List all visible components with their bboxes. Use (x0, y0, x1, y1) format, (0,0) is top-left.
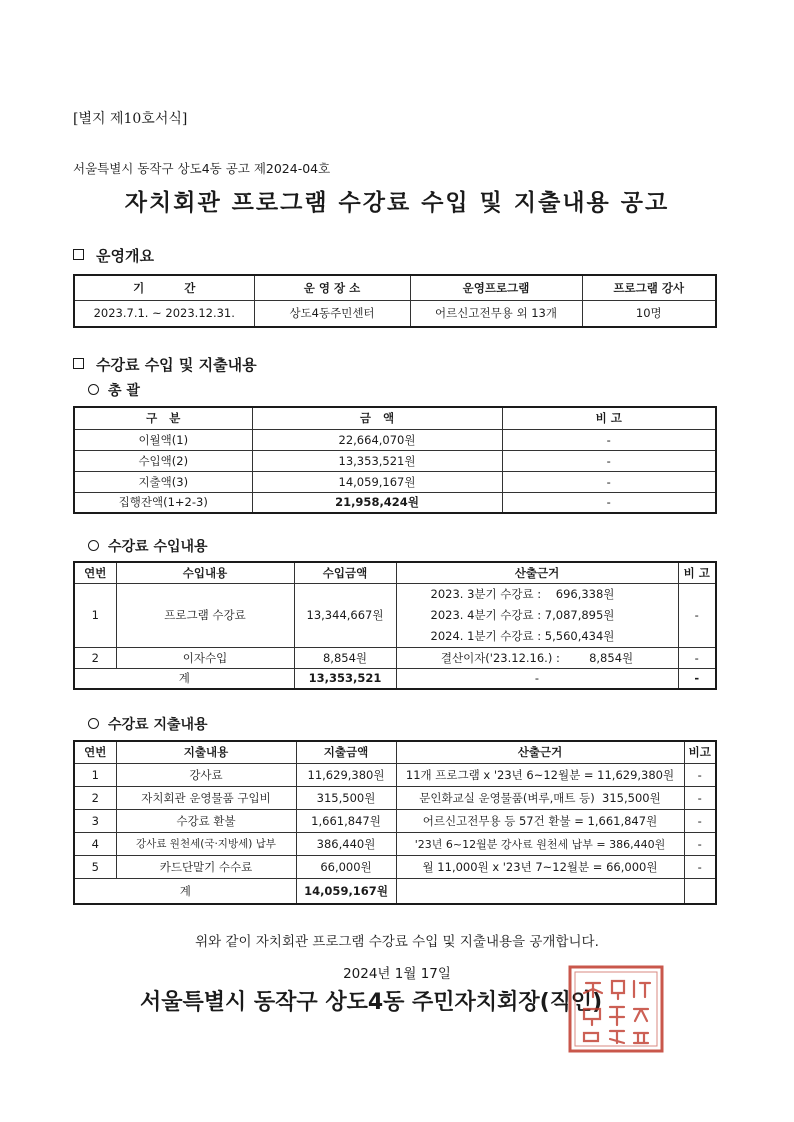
expense-header-basis: 산출근거 (396, 741, 684, 763)
income-note: - (678, 583, 716, 647)
summary-amount: 14,059,167원 (252, 471, 502, 492)
signer-name: 서울특별시 동작구 상도4동 주민자치회장(직인) (140, 990, 603, 1015)
expense-amount: 1,661,847원 (296, 809, 396, 832)
income-basis-line: 2023. 3분기 수강료 : 696,338원 (430, 586, 615, 601)
summary-amount: 13,353,521원 (252, 450, 502, 471)
overview-venue: 상도4동주민센터 (254, 300, 410, 327)
income-heading: 수강료 수입내용 (88, 536, 208, 556)
expense-total-basis (396, 878, 684, 904)
expense-basis: '23년 6~12월분 강사료 원천세 납부 = 386,440원 (396, 832, 684, 855)
summary-note: - (502, 492, 716, 513)
circle-bullet-icon (88, 718, 99, 729)
income-header-item: 수입내용 (116, 562, 294, 583)
overview-instructor-count: 10명 (582, 300, 716, 327)
expense-header-item: 지출내용 (116, 741, 296, 763)
income-basis: 결산이자('23.12.16.) : 8,854원 (396, 647, 678, 668)
expense-header-amount: 지출금액 (296, 741, 396, 763)
summary-note: - (502, 471, 716, 492)
expense-header-note: 비고 (684, 741, 716, 763)
section-fee-heading: 수강료 수입 및 지출내용 (73, 354, 257, 375)
summary-label: 지출액(3) (74, 471, 252, 492)
expense-no: 5 (74, 855, 116, 878)
expense-amount: 315,500원 (296, 786, 396, 809)
income-no: 1 (74, 583, 116, 647)
income-total-note: - (678, 668, 716, 689)
income-total-label: 계 (74, 668, 294, 689)
summary-note: - (502, 429, 716, 450)
notice-date: 2024년 1월 17일 (343, 966, 451, 982)
income-note: - (678, 647, 716, 668)
expense-item: 수강료 환불 (116, 809, 296, 832)
square-bullet-icon (73, 249, 84, 260)
expense-note: - (684, 763, 716, 786)
income-item: 프로그램 수강료 (116, 583, 294, 647)
expense-note: - (684, 786, 716, 809)
overview-table (73, 274, 717, 328)
square-bullet-icon (73, 358, 84, 369)
expense-no: 2 (74, 786, 116, 809)
expense-note: - (684, 809, 716, 832)
summary-header-note: 비 고 (502, 407, 716, 429)
summary-note: - (502, 450, 716, 471)
overview-period: 2023.7.1. ~ 2023.12.31. (74, 300, 254, 327)
expense-no: 3 (74, 809, 116, 832)
section-overview-heading: 운영개요 (73, 245, 154, 266)
expense-note: - (684, 855, 716, 878)
income-total-amount: 13,353,521 (294, 668, 396, 689)
overview-header-venue: 운 영 장 소 (254, 275, 410, 300)
income-table (73, 561, 717, 690)
expense-basis: 월 11,000원 x '23년 7~12월분 = 66,000원 (396, 855, 684, 878)
expense-header-no: 연번 (74, 741, 116, 763)
official-seal-stamp (566, 963, 666, 1055)
income-header-basis: 산출근거 (396, 562, 678, 583)
expense-table (73, 740, 717, 905)
income-header-no: 연번 (74, 562, 116, 583)
expense-item: 강사료 (116, 763, 296, 786)
income-item: 이자수입 (116, 647, 294, 668)
summary-label: 이월액(1) (74, 429, 252, 450)
income-basis-line: 2023. 4분기 수강료 : 7,087,895원 (430, 607, 615, 622)
expense-basis: 11개 프로그램 x '23년 6~12월분 = 11,629,380원 (396, 763, 684, 786)
income-total-basis: - (396, 668, 678, 689)
expense-heading: 수강료 지출내용 (88, 714, 208, 734)
expense-amount: 386,440원 (296, 832, 396, 855)
expense-item: 자치회관 운영물품 구입비 (116, 786, 296, 809)
summary-header-amount: 금 액 (252, 407, 502, 429)
expense-basis: 문인화교실 운영물품(벼루,매트 등) 315,500원 (396, 786, 684, 809)
summary-amount: 21,958,424원 (252, 492, 502, 513)
overview-header-program: 운영프로그램 (410, 275, 582, 300)
expense-total-note (684, 878, 716, 904)
overview-header-period: 기 간 (74, 275, 254, 300)
expense-item: 강사료 원천세(국·지방세) 납부 (116, 832, 296, 855)
expense-amount: 11,629,380원 (296, 763, 396, 786)
income-amount: 8,854원 (294, 647, 396, 668)
circle-bullet-icon (88, 384, 99, 395)
summary-amount: 22,664,070원 (252, 429, 502, 450)
expense-total-amount: 14,059,167원 (296, 878, 396, 904)
expense-total-label: 계 (74, 878, 296, 904)
closing-statement: 위와 같이 자치회관 프로그램 수강료 수입 및 지출내용을 공개합니다. (195, 934, 599, 950)
expense-no: 1 (74, 763, 116, 786)
income-basis-line: 2024. 1분기 수강료 : 5,560,434원 (430, 628, 615, 643)
expense-basis: 어르신고전무용 등 57건 환불 = 1,661,847원 (396, 809, 684, 832)
income-amount: 13,344,667원 (294, 583, 396, 647)
summary-table (73, 406, 717, 514)
summary-header-category: 구 분 (74, 407, 252, 429)
document-title: 자치회관 프로그램 수강료 수입 및 지출내용 공고 (124, 190, 670, 216)
summary-heading: 총 괄 (88, 380, 140, 400)
income-no: 2 (74, 647, 116, 668)
overview-header-instructor: 프로그램 강사 (582, 275, 716, 300)
expense-no: 4 (74, 832, 116, 855)
circle-bullet-icon (88, 540, 99, 551)
income-header-note: 비 고 (678, 562, 716, 583)
summary-label: 수입액(2) (74, 450, 252, 471)
expense-note: - (684, 832, 716, 855)
overview-program: 어르신고전무용 외 13개 (410, 300, 582, 327)
summary-label: 집행잔액(1+2-3) (74, 492, 252, 513)
expense-item: 카드단말기 수수료 (116, 855, 296, 878)
income-header-amount: 수입금액 (294, 562, 396, 583)
form-number: [별지 제10호서식] (73, 111, 188, 127)
income-basis-cell (396, 583, 678, 647)
expense-amount: 66,000원 (296, 855, 396, 878)
notice-number: 서울특별시 동작구 상도4동 공고 제2024-04호 (73, 161, 331, 176)
